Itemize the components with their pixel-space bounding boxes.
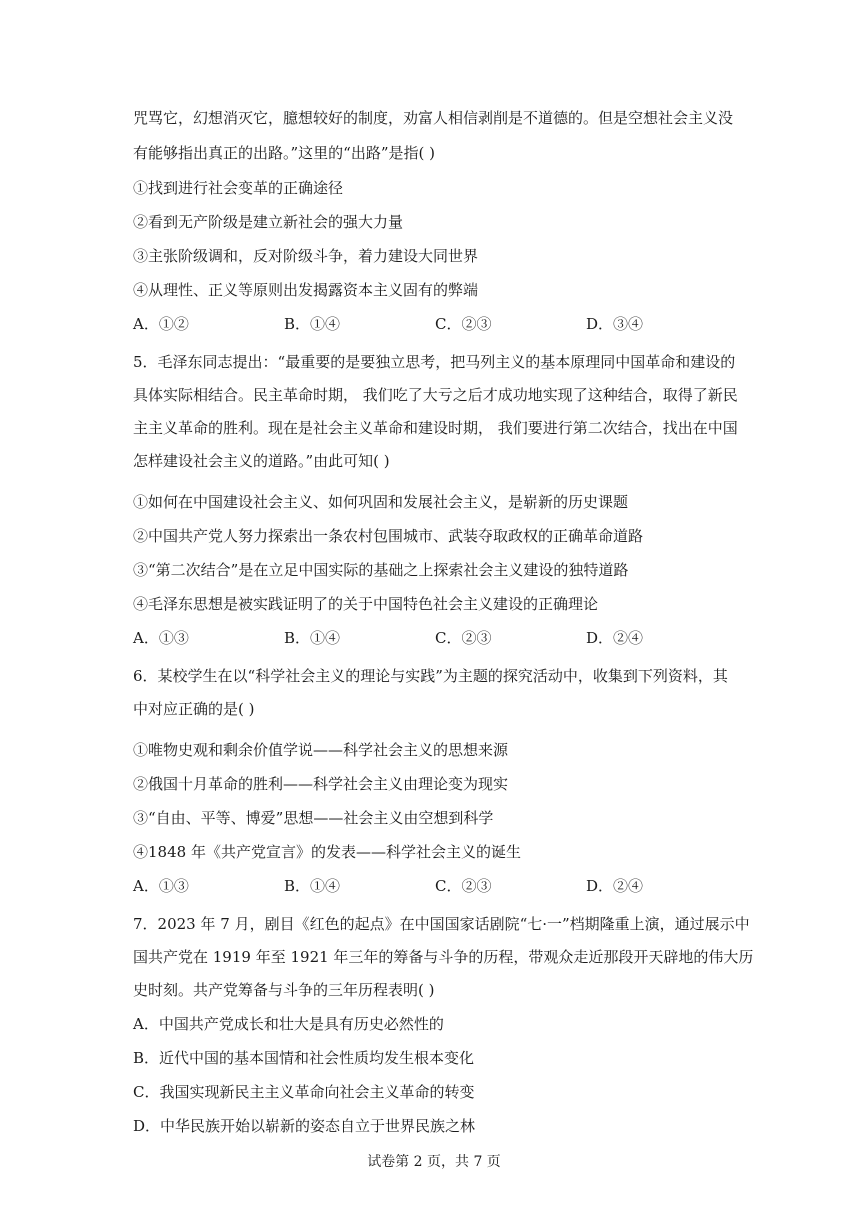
q4-statement-2: ②看到无产阶级是建立新社会的强大力量 bbox=[133, 213, 404, 231]
q4-option-b[interactable]: B．①④ bbox=[284, 315, 341, 333]
page-content bbox=[133, 108, 753, 1136]
q5-option-b[interactable]: B．①④ bbox=[284, 629, 341, 647]
q4-statement-3: ③主张阶级调和，反对阶级斗争，着力建设大同世界 bbox=[133, 247, 479, 265]
q6-stem-line-1: 6．某校学生在以“科学社会主义的理论与实践”为主题的探究活动中，收集到下列资料，其 bbox=[133, 667, 728, 685]
q7-stem-line-1: 7．2023 年 7 月，剧目《红色的起点》在中国国家话剧院“七·一”档期隆重上演，通过展示中 bbox=[133, 915, 750, 933]
q5-option-c[interactable]: C．②③ bbox=[435, 629, 492, 647]
q5-option-d[interactable]: D．②④ bbox=[586, 629, 644, 647]
q5-stem-line-1: 5．毛泽东同志提出：“最重要的是要独立思考，把马列主义的基本原理同中国革命和建设的 bbox=[133, 353, 736, 371]
q6-statement-4: ④1848 年《共产党宣言》的发表——科学社会主义的诞生 bbox=[133, 843, 521, 861]
q6-statement-3: ③“自由、平等、博爱”思想——社会主义由空想到科学 bbox=[133, 809, 494, 827]
q7-option-d[interactable]: D．中华民族开始以崭新的姿态自立于世界民族之林 bbox=[133, 1117, 476, 1135]
q5-statement-1: ①如何在中国建设社会主义、如何巩固和发展社会主义，是崭新的历史课题 bbox=[133, 493, 629, 511]
q4-statement-4: ④从理性、正义等原则出发揭露资本主义固有的弊端 bbox=[133, 281, 479, 299]
q5-stem-line-3: 主主义革命的胜利。现在是社会主义革命和建设时期， 我们要进行第二次结合，找出在中国 bbox=[133, 419, 738, 437]
q5-statement-2: ②中国共产党人努力探索出一条农村包围城市、武装夺取政权的正确革命道路 bbox=[133, 527, 644, 545]
q7-stem-line-2: 国共产党在 1919 年至 1921 年三年的筹备与斗争的历程，带观众走近那段开天辟地的伟大历 bbox=[133, 948, 754, 966]
q7-stem-line-3: 史时刻。共产党筹备与斗争的三年历程表明( ) bbox=[133, 981, 435, 999]
q5-stem-line-2: 具体实际相结合。民主革命时期， 我们吃了大亏之后才成功地实现了这种结合，取得了新民 bbox=[133, 386, 738, 404]
q5-stem-line-4: 怎样建设社会主义的道路。”由此可知( ) bbox=[133, 452, 390, 470]
q5-options bbox=[133, 628, 753, 648]
q6-statement-1: ①唯物史观和剩余价值学说——科学社会主义的思想来源 bbox=[133, 741, 509, 759]
q4-stem-line-2: 有能够指出真正的出路。”这里的“出路”是指( ) bbox=[133, 144, 435, 162]
q5-option-a[interactable]: A．①③ bbox=[133, 629, 189, 647]
q6-option-b[interactable]: B．①④ bbox=[284, 877, 341, 895]
q6-options bbox=[133, 876, 753, 896]
q7-option-b[interactable]: B．近代中国的基本国情和社会性质均发生根本变化 bbox=[133, 1049, 475, 1067]
q4-option-a[interactable]: A．①② bbox=[133, 315, 189, 333]
q7-option-a[interactable]: A．中国共产党成长和壮大是具有历史必然性的 bbox=[133, 1015, 444, 1033]
q6-stem-line-2: 中对应正确的是( ) bbox=[133, 700, 255, 718]
q6-option-d[interactable]: D．②④ bbox=[586, 877, 644, 895]
q4-option-d[interactable]: D．③④ bbox=[586, 315, 644, 333]
q4-stem-line-1: 咒骂它，幻想消灭它，臆想较好的制度，劝富人相信剥削是不道德的。但是空想社会主义没 bbox=[133, 109, 734, 127]
q4-statement-1: ①找到进行社会变革的正确途径 bbox=[133, 179, 344, 197]
q5-statement-4: ④毛泽东思想是被实践证明了的关于中国特色社会主义建设的正确理论 bbox=[133, 595, 599, 613]
q6-option-c[interactable]: C．②③ bbox=[435, 877, 492, 895]
q7-option-c[interactable]: C．我国实现新民主主义革命向社会主义革命的转变 bbox=[133, 1083, 475, 1101]
q6-option-a[interactable]: A．①③ bbox=[133, 877, 189, 895]
page-footer: 试卷第 2 页，共 7 页 bbox=[367, 1154, 501, 1170]
q5-statement-3: ③“第二次结合”是在立足中国实际的基础之上探索社会主义建设的独特道路 bbox=[133, 561, 629, 579]
q6-statement-2: ②俄国十月革命的胜利——科学社会主义由理论变为现实 bbox=[133, 775, 509, 793]
q4-options bbox=[133, 314, 753, 334]
q4-option-c[interactable]: C．②③ bbox=[435, 315, 492, 333]
